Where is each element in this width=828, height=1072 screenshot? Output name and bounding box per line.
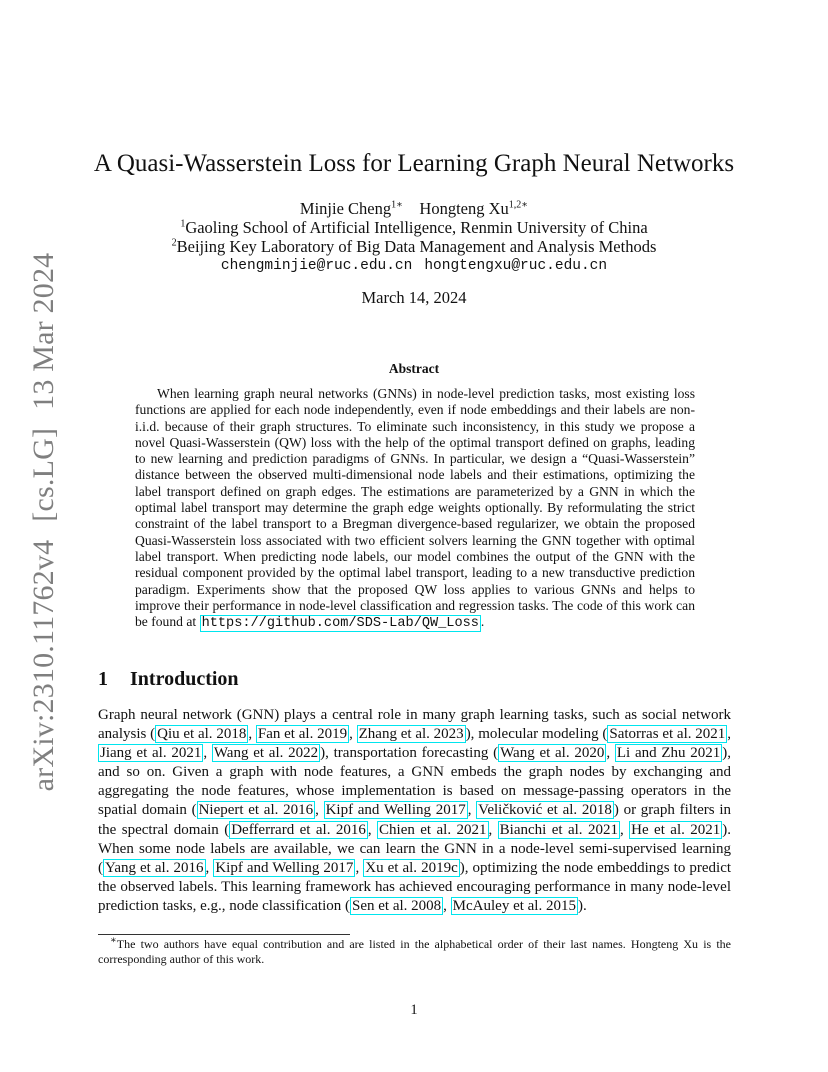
intro-text: ,: [606, 745, 615, 762]
intro-text: ), molecular modeling (: [465, 726, 608, 743]
citation-link[interactable]: Fan et al. 2019: [257, 726, 348, 743]
arxiv-side-stamp: [27, 253, 61, 792]
intro-text: ). When some node labels are available, we can learn the GNN in a node-level semi-supervised learning (: [98, 821, 732, 876]
author-marks-1: 1∗: [391, 199, 403, 211]
arxiv-date: 13 Mar 2024: [27, 252, 60, 410]
intro-text: ), optimizing the node embeddings to predict the observed labels. This learning framework has achieved encouraging performance in many node-level prediction tasks, e.g., node classification (: [98, 859, 732, 914]
citation-link[interactable]: Bianchi et al. 2021: [499, 821, 618, 838]
arxiv-id: arXiv:2310.11762v4: [27, 539, 60, 792]
intro-text: ,: [367, 821, 378, 838]
affiliation-2-mark: 2: [171, 237, 177, 249]
intro-text: ,: [727, 726, 732, 743]
citation-link[interactable]: Niepert et al. 2016: [198, 802, 314, 819]
affiliation-2: [0, 237, 828, 257]
author-emails: [0, 258, 828, 274]
arxiv-category: [cs.LG]: [27, 427, 60, 522]
author-list: [0, 199, 828, 219]
citation-link[interactable]: Wang et al. 2020: [500, 745, 605, 762]
intro-text: ,: [248, 726, 256, 743]
paper-date: March 14, 2024: [361, 288, 467, 307]
intro-text: ,: [443, 897, 451, 914]
intro-text: ,: [619, 821, 630, 838]
paper-title: A Quasi-Wasserstein Loss for Learning Graph Neural Networks: [93, 150, 735, 177]
citation-link[interactable]: Xu et al. 2019c: [365, 859, 458, 876]
intro-text: ), transportation forecasting (: [320, 745, 499, 762]
author-name-2: Hongteng Xu: [419, 199, 509, 218]
citation-link[interactable]: Satorras et al. 2021: [609, 726, 726, 743]
section-title: Introduction: [130, 668, 239, 690]
email-1[interactable]: chengminjie@ruc.edu.cn: [220, 258, 413, 274]
intro-text: ,: [355, 859, 364, 876]
citation-link[interactable]: He et al. 2021: [631, 821, 721, 838]
intro-text: ).: [577, 897, 587, 914]
code-link[interactable]: https://github.com/SDS-Lab/QW_Loss: [201, 616, 479, 632]
citation-link[interactable]: Chien et al. 2021: [379, 821, 487, 838]
intro-text: ,: [203, 745, 212, 762]
citation-link[interactable]: Sen et al. 2008: [352, 897, 442, 914]
affiliation-2-text: Beijing Key Laboratory of Big Data Management and Analysis Methods: [176, 237, 657, 256]
footnote-text: The two authors have equal contribution and are listed in the alphabetical order of their last names. Hongteng Xu is the corresponding author of this work.: [98, 937, 731, 967]
citation-link[interactable]: McAuley et al. 2015: [452, 897, 576, 914]
citation-link[interactable]: Defferrard et al. 2016: [231, 821, 366, 838]
citation-link[interactable]: Wang et al. 2022: [213, 745, 319, 762]
intro-text: ,: [315, 802, 324, 819]
footnote: [98, 937, 731, 968]
intro-text: Graph neural network (GNN) plays a central role in many graph learning tasks, such as social network analysis (: [98, 707, 731, 743]
page-number: 1: [410, 1002, 418, 1018]
citation-link[interactable]: Qiu et al. 2018: [157, 726, 247, 743]
abstract-text: When learning graph neural networks (GNNs) in node-level prediction tasks, most existing loss functions are applied for each node independently, even if node embeddings and their labels are non-i.i.d. because of their graph structures. To eliminate such inconsistency, in this study we propose a novel Quasi-Wasserstein (QW) loss with the help of the optimal transport defined on graphs, leading to new learning and prediction paradigms of GNNs. In particular, we design a “Quasi-Wasserstein” distance between the observed multi-dimensional node labels and their estimations, optimizing the label transport defined on graph edges. The estimations are parameterized by a GNN in which the optimal label transport may determine the graph edge weights optionally. By reformulating the strict constraint of the label transport to a Bregman divergence-based regularizer, we obtain the proposed Quasi-Wasserstein loss associated with two efficient solvers learning the GNN together with optimal label transport. When predicting node labels, our model combines the output of the GNN with the residual component provided by the optimal label transport, leading to a new transductive prediction paradigm. Experiments show that the proposed QW loss applies to various GNNs and helps to improve their performance in node-level classification and regression tasks. The code of this work can be found at: [135, 386, 695, 630]
footnote-mark: ∗: [110, 935, 117, 946]
citation-link[interactable]: Jiang et al. 2021: [100, 745, 202, 762]
intro-text: ,: [349, 726, 357, 743]
affiliation-1-mark: 1: [180, 218, 186, 230]
intro-text: ,: [467, 802, 477, 819]
citation-link[interactable]: Kipf and Welling 2017: [325, 802, 466, 819]
citation-link[interactable]: Veličković et al. 2018: [478, 802, 612, 819]
intro-text: ), and so on. Given a graph with node features, a GNN embeds the graph nodes by exchanging and aggregating the node features, whose implementation is based on message-passing operators in the spatial domain (: [98, 745, 732, 819]
email-2[interactable]: hongtengxu@ruc.edu.cn: [424, 258, 608, 274]
author-name-1: Minjie Cheng: [299, 199, 392, 218]
citation-link[interactable]: Li and Zhu 2021: [616, 745, 721, 762]
section-heading: [98, 668, 239, 691]
author-marks-2: 1,2∗: [508, 199, 529, 211]
intro-text: ,: [488, 821, 498, 838]
intro-text: ) or graph filters in the spectral domain (: [98, 802, 732, 838]
abstract-body: [135, 386, 695, 632]
intro-text: ,: [205, 859, 214, 876]
introduction-paragraph: [98, 706, 731, 916]
citation-link[interactable]: Yang et al. 2016: [105, 859, 204, 876]
section-number: 1: [98, 668, 108, 690]
citation-link[interactable]: Kipf and Welling 2017: [215, 859, 354, 876]
footnote-rule: [98, 934, 350, 935]
abstract-heading: Abstract: [388, 361, 440, 376]
citation-link[interactable]: Zhang et al. 2023: [358, 726, 464, 743]
affiliation-1: [0, 218, 828, 238]
affiliation-1-text: Gaoling School of Artificial Intelligence, Renmin University of China: [185, 218, 648, 237]
abstract-end: .: [480, 614, 485, 630]
